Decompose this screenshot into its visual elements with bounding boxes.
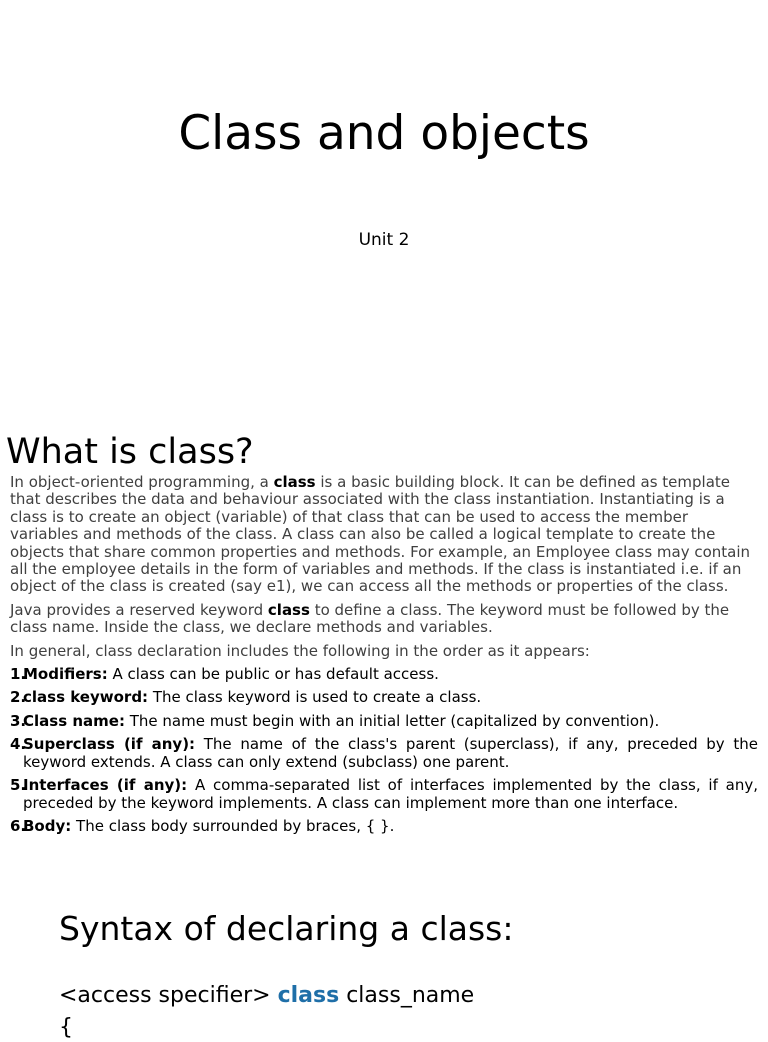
list-number: 4.: [10, 735, 27, 754]
bold-term: class: [273, 473, 316, 491]
list-text: [23, 713, 758, 730]
list-text: [23, 689, 758, 706]
slide-title: Class and objects: [178, 106, 590, 161]
list-description: The name of the class's parent (superclass), if any, preceded by the keyword extends. A class can only extend (subclass) one parent.: [23, 735, 758, 771]
paragraph-text: is a basic building block. It can be defined as template that describes the data and behaviour associated with the class instantiation. Instantiating is a class is to create an object (variable) of that class that can be used to access the member variables and methods of the class. A class can also be called a logical template to create the objects that share common properties and methods. For example, an Employee class may contain all the employee details in the form of variables and methods. If the class is instantiated i.e. if an object of the class is created (say e1), we can access all the methods or properties of the class.: [10, 473, 751, 596]
list-item: [10, 666, 758, 683]
list-item: [10, 777, 758, 812]
code-keyword: class: [277, 983, 340, 1008]
list-description: The name must begin with an initial letter (capitalized by convention).: [124, 711, 660, 730]
bold-term: class: [267, 600, 310, 619]
list-number: 1.: [10, 665, 27, 684]
list-description: A class can be public or has default access.: [107, 665, 439, 684]
declaration-components-list: [10, 666, 758, 835]
list-text: [23, 777, 758, 812]
list-item: [10, 689, 758, 706]
code-opening-brace: {: [59, 1015, 73, 1040]
code-text: <access specifier>: [59, 983, 278, 1008]
list-description: The class body surrounded by braces, { }.: [71, 816, 395, 835]
list-term: Body:: [23, 816, 72, 835]
paragraph-definition: [10, 474, 758, 596]
list-number: 6.: [10, 816, 27, 835]
slide-subtitle: Unit 2: [358, 230, 410, 250]
paragraph-keyword: [10, 602, 758, 637]
list-number: 2.: [10, 688, 27, 707]
list-item: [10, 713, 758, 730]
list-term: Modifiers:: [23, 665, 108, 684]
list-item: [10, 818, 758, 835]
list-term: Superclass (if any):: [23, 735, 196, 754]
list-item: [10, 736, 758, 771]
section-heading-what-is-class: What is class?: [6, 432, 254, 472]
list-description: The class keyword is used to create a class.: [148, 688, 482, 707]
syntax-code-line: [59, 982, 474, 1010]
list-text: [23, 666, 758, 683]
list-text: [23, 818, 758, 835]
list-description: A comma-separated list of interfaces implemented by the class, if any, preceded by the keyword implements. A class can implement more than one interface.: [23, 776, 759, 812]
list-number: 3.: [10, 711, 27, 730]
paragraph-text: to define a class. The keyword must be followed by the class name. Inside the class, we declare methods and variables.: [10, 600, 730, 637]
paragraph-text: Java provides a reserved keyword: [10, 600, 268, 619]
list-term: Interfaces (if any):: [23, 776, 188, 795]
list-text: [23, 736, 758, 771]
paragraph-text: In object-oriented programming, a: [10, 473, 274, 491]
list-term: Class name:: [23, 711, 125, 730]
section-heading-syntax: Syntax of declaring a class:: [59, 909, 514, 948]
code-text: class_name: [339, 983, 475, 1008]
list-term: class keyword:: [23, 688, 149, 707]
class-description-body: [10, 474, 758, 866]
paragraph-order: In general, class declaration includes the following in the order as it appears:: [10, 641, 590, 660]
list-number: 5.: [10, 776, 27, 795]
